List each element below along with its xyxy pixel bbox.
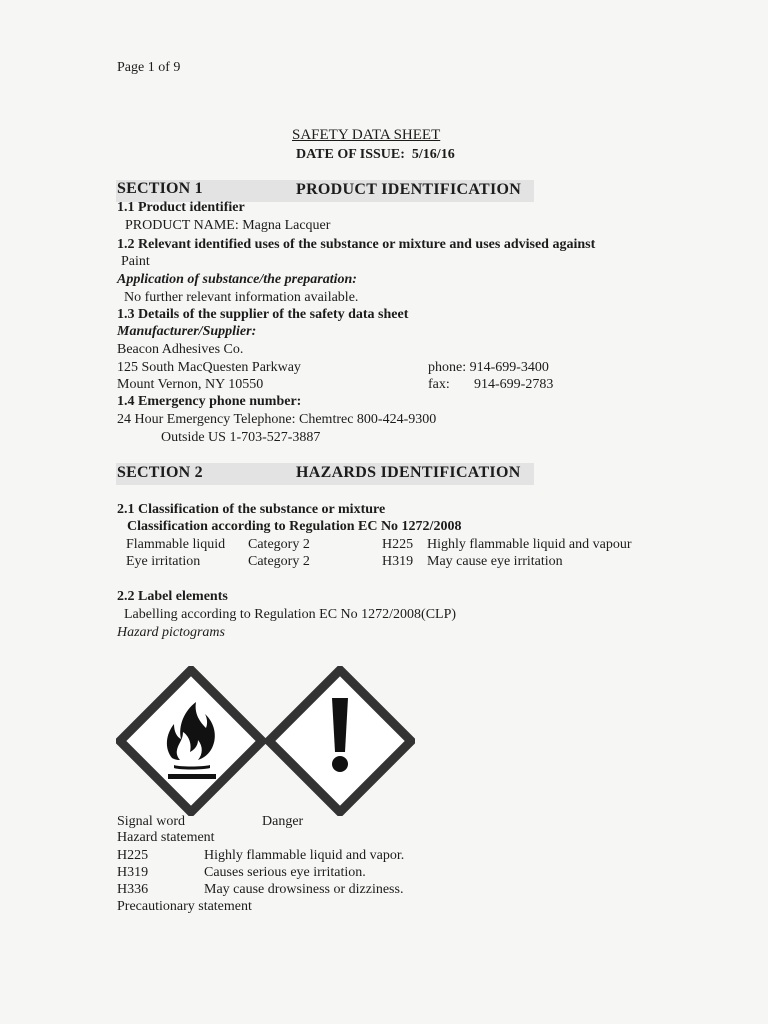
hazard-class: Eye irritation (126, 554, 201, 569)
section-1-title: PRODUCT IDENTIFICATION (296, 181, 522, 198)
classification-row (126, 536, 225, 553)
hazard-statement-text: Highly flammable liquid and vapor. (204, 848, 405, 863)
classification-row (126, 553, 200, 570)
phone-label: phone: (428, 360, 467, 375)
hazard-statement-label: Hazard statement (117, 830, 215, 845)
exclamation-glyph (332, 698, 348, 772)
hazard-class: Flammable liquid (126, 537, 226, 552)
heading-1-4: 1.4 Emergency phone number: (117, 394, 302, 409)
issue-date: 5/16/16 (411, 147, 455, 162)
application-text: No further relevant information available. (124, 290, 359, 305)
date-of-issue (296, 146, 455, 163)
precautionary-label: Precautionary statement (117, 899, 252, 914)
section-1-number: SECTION 1 (117, 180, 203, 197)
fax-label: fax: (428, 377, 450, 392)
signal-word-label: Signal word (117, 814, 186, 829)
hazard-statement: Highly flammable liquid and vapour (427, 537, 632, 552)
labelling-text: Labelling according to Regulation EC No 1272/2008(CLP) (124, 607, 457, 622)
hazard-statement-code: H225 (117, 848, 149, 863)
product-name: PRODUCT NAME: Magna Lacquer (125, 218, 331, 233)
section-2-title: HAZARDS IDENTIFICATION (296, 464, 521, 481)
hazard-code: H225 (382, 537, 414, 552)
hazard-statement-code: H336 (117, 882, 149, 897)
emergency-phone: 24 Hour Emergency Telephone: Chemtrec 800-424-9300 (117, 412, 437, 427)
issue-label: DATE OF ISSUE: (296, 147, 405, 162)
application-heading: Application of substance/the preparation: (117, 272, 357, 287)
classification-heading: Classification according to Regulation EC No 1272/2008 (127, 519, 462, 534)
pictograms-heading: Hazard pictograms (117, 625, 225, 640)
document-title: SAFETY DATA SHEET (292, 127, 441, 143)
heading-1-3: 1.3 Details of the supplier of the safety data sheet (117, 307, 409, 322)
hazard-code: H319 (382, 554, 414, 569)
phone-number: 914-699-3400 (469, 360, 549, 375)
heading-1-1: 1.1 Product identifier (117, 200, 245, 215)
heading-2-1: 2.1 Classification of the substance or mixture (117, 502, 386, 517)
heading-2-2: 2.2 Label elements (117, 589, 228, 604)
phone-line (428, 359, 549, 376)
company-name: Beacon Adhesives Co. (117, 342, 244, 357)
address-line-1: 125 South MacQuesten Parkway (117, 360, 301, 375)
hazard-category: Category 2 (248, 537, 310, 552)
fax-number: 914-699-2783 (474, 377, 554, 392)
hazard-statement: May cause eye irritation (427, 554, 563, 569)
exclamation-mark-icon (265, 666, 415, 816)
outside-us-phone: Outside US 1-703-527-3887 (161, 430, 321, 445)
hazard-statement-text: May cause drowsiness or dizziness. (204, 882, 404, 897)
supplier-heading: Manufacturer/Supplier: (117, 324, 257, 339)
section-2-number: SECTION 2 (117, 464, 203, 481)
fax-line (428, 376, 553, 393)
page-number: Page 1 of 9 (117, 60, 181, 75)
flame-icon (116, 666, 266, 816)
signal-word: Danger (262, 814, 304, 829)
hazard-statement-code: H319 (117, 865, 149, 880)
hazard-category: Category 2 (248, 554, 310, 569)
address-line-2: Mount Vernon, NY 10550 (117, 377, 264, 392)
heading-1-2: 1.2 Relevant identified uses of the substance or mixture and uses advised against (117, 237, 596, 252)
use-text: Paint (121, 254, 150, 269)
hazard-statement-text: Causes serious eye irritation. (204, 865, 366, 880)
